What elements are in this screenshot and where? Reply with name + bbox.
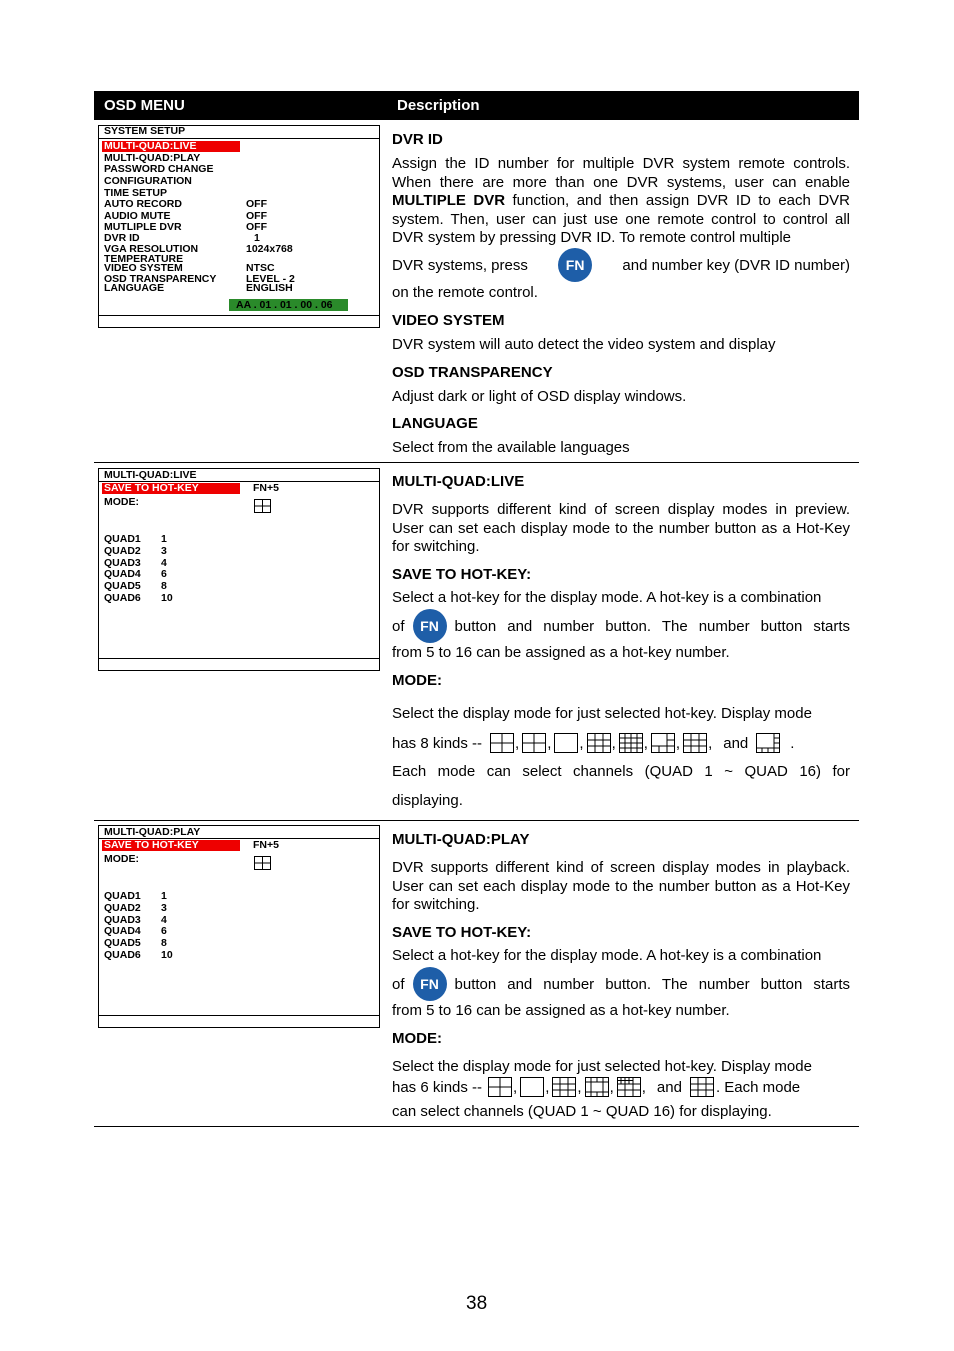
osd-menu-item: AUTO RECORD bbox=[104, 198, 182, 210]
paragraph-hotkey-c: from 5 to 16 can be assigned as a hot-key number. bbox=[392, 1002, 730, 1019]
osd-hotkey-value: FN+5 bbox=[253, 839, 279, 851]
osd-menu-item: DVR ID bbox=[104, 232, 140, 244]
six-split-icon bbox=[651, 733, 675, 753]
single-split-icon bbox=[554, 733, 578, 753]
quad-split-icon bbox=[522, 733, 546, 753]
osd-menu-item: TIME SETUP bbox=[104, 187, 168, 199]
osd-menu-item: PASSWORD CHANGE bbox=[104, 163, 214, 175]
osd-menu-value: LEVEL - 2 bbox=[246, 273, 295, 285]
osd-mode-label: MODE: bbox=[104, 853, 139, 865]
osd-multi-quad-live bbox=[98, 468, 380, 671]
and-text: and bbox=[656, 1078, 682, 1096]
firmware-version: AA . 01 . 01 . 00 . 06 bbox=[236, 299, 333, 311]
quad-value: 4 bbox=[161, 913, 167, 926]
heading-osd-transparency: OSD TRANSPARENCY bbox=[392, 364, 553, 381]
mode-icons-live: has 8 kinds -- , , , , , , , and . bbox=[392, 734, 795, 752]
osd-menu-item: MULTI-QUAD:PLAY bbox=[104, 152, 201, 164]
dvr-id-tail: on the remote control. bbox=[392, 284, 538, 301]
quad-label: QUAD2 bbox=[104, 901, 141, 914]
single-split-icon bbox=[520, 1077, 544, 1097]
heading-video-system: VIDEO SYSTEM bbox=[392, 312, 505, 329]
heading-language: LANGUAGE bbox=[392, 415, 478, 432]
quad-value: 8 bbox=[161, 580, 167, 593]
osd-menu-item: VIDEO SYSTEM bbox=[104, 262, 183, 274]
paragraph-mode-a: Select the display mode for just selected hot-key. Display mode bbox=[392, 705, 812, 722]
quad-label: QUAD5 bbox=[104, 580, 141, 593]
osd-menu-value: OFF bbox=[246, 221, 267, 233]
osd-system-setup bbox=[98, 125, 380, 328]
header-description: Description bbox=[397, 97, 480, 114]
quad-label: QUAD1 bbox=[104, 533, 141, 545]
osd-menu-value: OFF bbox=[246, 210, 267, 222]
quad-label: QUAD2 bbox=[104, 544, 141, 557]
paragraph-multi-quad-live: DVR supports different kind of screen display modes in preview. User can set each display mode to the number button as a Hot-Key for switching. bbox=[392, 501, 850, 555]
quad-label: QUAD4 bbox=[104, 925, 141, 938]
eight-split-icon bbox=[756, 733, 780, 753]
heading-mode: MODE: bbox=[392, 1030, 442, 1047]
quad-label: QUAD3 bbox=[104, 556, 141, 569]
paragraph-mode-d: displaying. bbox=[392, 792, 463, 809]
heading-save-hotkey: SAVE TO HOT-KEY: bbox=[392, 566, 532, 583]
paragraph-osd-transparency: Adjust dark or light of OSD display windows. bbox=[392, 388, 687, 405]
fn-key-icon: FN bbox=[413, 967, 447, 1001]
heading-save-hotkey: SAVE TO HOT-KEY: bbox=[392, 924, 532, 941]
row-divider bbox=[94, 1126, 859, 1127]
osd-menu-item: AUDIO MUTE bbox=[104, 210, 171, 222]
heading-dvr-id: DVR ID bbox=[392, 131, 443, 148]
fn-key-icon: FN bbox=[558, 248, 592, 282]
paragraph-hotkey-a: Select a hot-key for the display mode. A hot-key is a combination bbox=[392, 589, 822, 606]
osd-menu-item: MUTLIPLE DVR bbox=[104, 221, 182, 233]
osd-hotkey-label: SAVE TO HOT-KEY bbox=[104, 482, 199, 494]
mode-icons-play: has 6 kinds -- , , , , , and . Each mode bbox=[392, 1078, 801, 1096]
osd-menu-value: 1 bbox=[254, 232, 260, 244]
osd-hotkey-label: SAVE TO HOT-KEY bbox=[104, 839, 199, 851]
quad-split-icon bbox=[490, 733, 514, 753]
paragraph-hotkey-c: from 5 to 16 can be assigned as a hot-key number. bbox=[392, 644, 730, 661]
nine-split-icon bbox=[683, 733, 707, 753]
hotkey-line-fn: of FN button and number button. The number button starts bbox=[392, 967, 850, 1001]
quad-label: QUAD6 bbox=[104, 949, 141, 961]
paragraph-mode-c: can select channels (QUAD 1 ~ QUAD 16) for displaying. bbox=[392, 1103, 772, 1120]
quad-value: 10 bbox=[161, 592, 173, 604]
osd-title: MULTI-QUAD:LIVE bbox=[104, 469, 197, 481]
quad-value: 3 bbox=[161, 544, 167, 557]
nine-split-icon bbox=[587, 733, 611, 753]
osd-mode-label: MODE: bbox=[104, 496, 139, 508]
page-number: 38 bbox=[466, 1293, 488, 1314]
quad-value: 1 bbox=[161, 533, 167, 545]
dvr-id-line-fn: DVR systems, press FN and number key (DVR ID number) bbox=[392, 248, 850, 282]
thirteen-split-icon bbox=[585, 1077, 609, 1097]
quad-value: 6 bbox=[161, 568, 167, 581]
header-osd-menu: OSD MENU bbox=[104, 97, 185, 114]
paragraph-mode-a: Select the display mode for just selected hot-key. Display mode bbox=[392, 1058, 812, 1075]
paragraph-multi-quad-play: DVR supports different kind of screen display modes in playback. User can set each display mode to the number button as a Hot-Key for switching. bbox=[392, 859, 850, 913]
and-text: and bbox=[723, 734, 749, 752]
osd-menu-item: TEMPERATURE bbox=[104, 253, 184, 265]
row-divider bbox=[94, 820, 859, 821]
osd-menu-item: MULTI-QUAD:LIVE bbox=[104, 140, 197, 152]
quad-value: 10 bbox=[161, 949, 173, 961]
quad-label: QUAD5 bbox=[104, 937, 141, 950]
paragraph-dvr-id: Assign the ID number for multiple DVR system remote controls. When there are more than one DVR systems, user can enable MULTIPLE DVR function, and then assign DVR ID to each DVR system. Then, user can just use one remote control to control all DVR system by pressing DVR ID. To remote control multiple bbox=[392, 155, 850, 246]
heading-mode: MODE: bbox=[392, 672, 442, 689]
osd-menu-value: OFF bbox=[246, 198, 267, 210]
heading-multi-quad-live: MULTI-QUAD:LIVE bbox=[392, 473, 525, 490]
quad-label: QUAD6 bbox=[104, 592, 141, 604]
osd-menu-item: CONFIGURATION bbox=[104, 175, 192, 187]
quad-value: 6 bbox=[161, 925, 167, 938]
osd-hotkey-value: FN+5 bbox=[253, 482, 279, 494]
quad-value: 3 bbox=[161, 901, 167, 914]
quad-grid-icon bbox=[254, 499, 271, 513]
hotkey-line-fn: of FN button and number button. The number button starts bbox=[392, 609, 850, 643]
osd-menu-value: 1024x768 bbox=[246, 243, 293, 255]
osd-menu-value: NTSC bbox=[246, 262, 275, 274]
osd-menu-value: ENGLISH bbox=[246, 282, 293, 294]
paragraph-hotkey-a: Select a hot-key for the display mode. A hot-key is a combination bbox=[392, 947, 822, 964]
fn-key-icon: FN bbox=[413, 609, 447, 643]
quad-grid-icon bbox=[254, 856, 271, 870]
osd-menu-item: LANGUAGE bbox=[104, 282, 165, 294]
osd-menu-item: VGA RESOLUTION bbox=[104, 243, 199, 255]
nine-split-icon bbox=[690, 1077, 714, 1097]
nine-split-icon bbox=[552, 1077, 576, 1097]
row-divider bbox=[94, 462, 859, 463]
quad-value: 1 bbox=[161, 890, 167, 902]
quad-label: QUAD4 bbox=[104, 568, 141, 581]
quad-label: QUAD1 bbox=[104, 890, 141, 902]
quad-label: QUAD3 bbox=[104, 913, 141, 926]
paragraph-mode-c: Each mode can select channels (QUAD 1 ~ QUAD 16) for bbox=[392, 763, 850, 780]
table-header bbox=[94, 91, 859, 120]
osd-title: MULTI-QUAD:PLAY bbox=[104, 826, 201, 838]
quad-split-icon bbox=[488, 1077, 512, 1097]
mode-tail-text: . Each mode bbox=[715, 1078, 801, 1096]
osd-menu-item: OSD TRANSPARENCY bbox=[104, 273, 217, 285]
sixteen-split-icon bbox=[619, 733, 643, 753]
quad-value: 8 bbox=[161, 937, 167, 950]
paragraph-video-system: DVR system will auto detect the video system and display bbox=[392, 336, 776, 353]
paragraph-language: Select from the available languages bbox=[392, 439, 630, 456]
ten-split-icon bbox=[617, 1077, 641, 1097]
quad-value: 4 bbox=[161, 556, 167, 569]
osd-title: SYSTEM SETUP bbox=[104, 125, 186, 137]
heading-multi-quad-play: MULTI-QUAD:PLAY bbox=[392, 831, 530, 848]
osd-multi-quad-play bbox=[98, 825, 380, 1028]
